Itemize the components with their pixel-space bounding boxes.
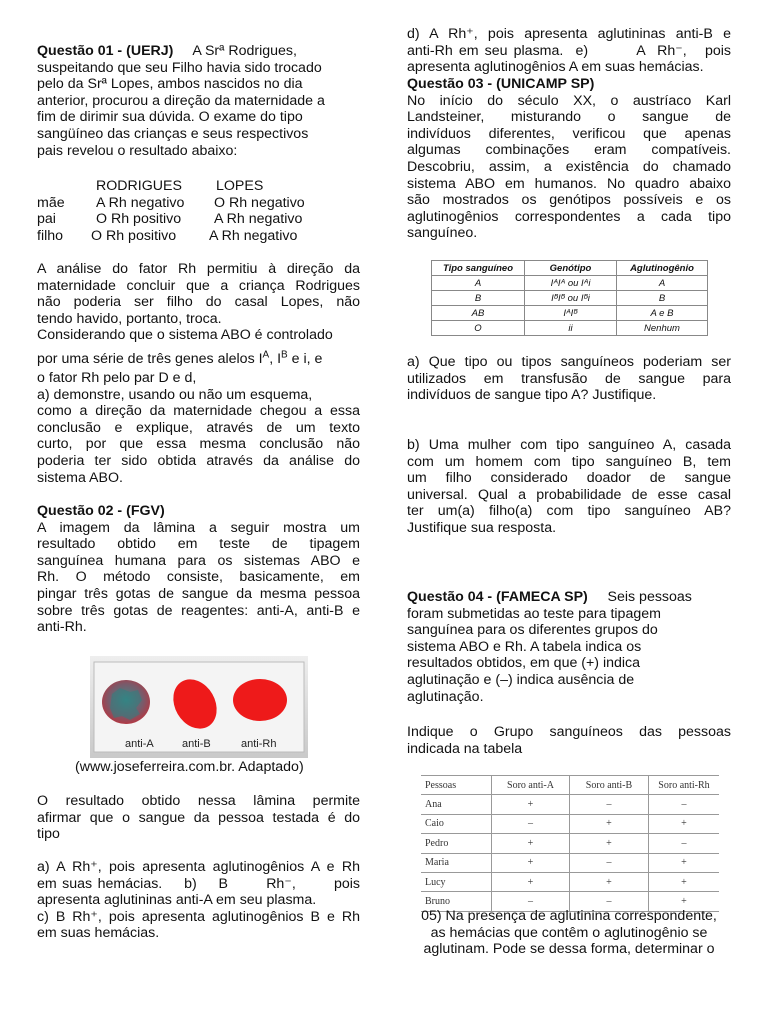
q4-first-line	[407, 589, 692, 606]
table-cell: A	[617, 276, 708, 291]
q3-line: sistema ABO em humanos. No quadro abaixo	[407, 175, 731, 192]
q3-item-line: b) Uma mulher com tipo sanguíneo A, casada	[407, 437, 731, 453]
person-name: Lucy	[421, 872, 492, 891]
result-cell: –	[492, 814, 570, 833]
q3-line: Landsteiner, misturando o sangue de	[407, 109, 731, 126]
q1-line: pais revelou o resultado abaixo:	[37, 142, 238, 159]
q1-para2-line: tendo havido, portanto, troca.	[37, 310, 222, 327]
q5-line: as hemácias que contêm o aglutinogênio se	[430, 924, 708, 941]
q2-option-line: a) A Rh⁺, pois apresenta aglutinogênios A e Rh	[37, 859, 360, 875]
result-cell: –	[649, 795, 720, 814]
q2-line: sanguínea humana para os sistemas ABO e	[37, 552, 360, 569]
q1-row-label: filho	[37, 227, 64, 244]
table-row	[421, 814, 719, 833]
table-row	[432, 306, 708, 321]
q4-line: aglutinação.	[407, 688, 484, 705]
q4-ask-line: Indique o Grupo sanguíneos das pessoas	[407, 724, 731, 740]
q1-alleles-line	[37, 351, 322, 368]
q3-line: sanguíneo.	[407, 225, 478, 242]
result-cell: +	[570, 834, 649, 853]
table-cell: ii	[525, 321, 617, 336]
q1-item-line: sistema ABO.	[37, 469, 123, 486]
q1-intro	[37, 60, 350, 160]
q1-first-line	[37, 43, 297, 60]
q5-text	[407, 908, 731, 958]
table-cell: AB	[432, 306, 525, 321]
q1-col-rodrigues: RODRIGUES	[96, 178, 182, 194]
image-source: (www.joseferreira.com.br. Adaptado)	[75, 759, 304, 775]
result-cell: +	[492, 834, 570, 853]
result-cell: +	[492, 872, 570, 891]
result-cell: –	[492, 892, 570, 911]
q5-line: 05) Na presença de aglutinina correspondente,	[421, 908, 717, 924]
result-cell: +	[492, 795, 570, 814]
q2-line: A imagem da lâmina a seguir mostra um	[37, 519, 360, 536]
q3-item-line: um filho considerado doador de sangue	[407, 470, 731, 487]
q1-para2-line: não poderia ser filho do casal Lopes, não	[37, 294, 360, 311]
results-header-cell: Soro anti-Rh	[649, 776, 720, 795]
q2-option-line: d) A Rh⁺, pois apresenta aglutininas anti-B e	[407, 26, 731, 42]
q1-item-line: como a direção da maternidade chegou a essa	[37, 403, 360, 420]
results-header-cell: Soro anti-A	[492, 776, 570, 795]
q2-option-line: anti-Rh em seu plasma. e) A Rh⁻, pois	[407, 42, 731, 59]
table-row	[421, 795, 719, 814]
q3-item-line: utilizados em transfusão de sangue para	[407, 370, 731, 387]
slide-label-anti-b: anti-B	[182, 738, 211, 750]
result-cell: –	[570, 853, 649, 872]
q4-line: foram submetidas ao teste para tipagem	[407, 605, 661, 622]
q1-alleles-post: e i, e	[287, 351, 323, 367]
q1-line: fim de dirimir sua dúvida. O exame do tipo	[37, 109, 303, 126]
q1-heading: Questão 01 - (UERJ)	[37, 43, 174, 59]
result-cell: +	[570, 872, 649, 891]
q1-row-label: pai	[37, 211, 56, 228]
q1-item-line: curto, por que essa mesma conclusão não	[37, 436, 360, 453]
q4-ask	[407, 724, 731, 757]
result-cell: +	[649, 814, 720, 833]
q4-line: aglutinação e (–) indica ausência de	[407, 671, 635, 688]
q3-line: são mostrados os genótipos possíveis e os	[407, 192, 731, 209]
q4-intro	[407, 606, 731, 706]
table-cell: B	[617, 291, 708, 306]
q2-line: Rh. O método consiste, basicamente, em	[37, 569, 360, 586]
q2-line: anti-Rh.	[37, 619, 87, 636]
result-cell: +	[649, 872, 720, 891]
table-cell: A e B	[617, 306, 708, 321]
q1-item-line: conclusão e explique, através de um texto	[37, 419, 360, 436]
table-row	[432, 321, 708, 336]
q1-row-rodrigues: O Rh positivo	[91, 227, 177, 244]
q1-item-line: poderia ter sido obtida através da análise do	[37, 452, 360, 469]
q1-para3-line3: o fator Rh pelo par D e d,	[37, 370, 197, 386]
q3-item-line: indivíduos de sangue tipo A? Justifique.	[407, 387, 657, 404]
q3-line: algumas combinações eram compatíveis.	[407, 142, 731, 159]
abo-header-cell: Tipo sanguíneo	[432, 261, 525, 276]
table-cell: O	[432, 321, 525, 336]
q1-row-lopes: O Rh negativo	[214, 194, 305, 211]
q3-line: Descobriu, assim, a existência do chamado	[407, 158, 731, 175]
table-row	[432, 291, 708, 306]
q2-intro	[37, 520, 360, 636]
q3-line: indivíduos diferentes, verificou que apenas	[407, 125, 731, 142]
q3-item-a	[407, 354, 731, 404]
allele-b-sup: B	[281, 349, 288, 361]
q2-heading: Questão 02 - (FGV)	[37, 503, 165, 519]
result-cell: –	[570, 795, 649, 814]
q2-options-cont	[407, 26, 731, 76]
table-cell: A	[432, 276, 525, 291]
q1-line: pelo da Srª Lopes, ambos nascidos no dia	[37, 76, 303, 93]
q2-option-line: em suas hemácias. b) B Rh⁻, pois	[37, 875, 360, 892]
q3-line: aglutinogênios correspondentes a cada tipo	[407, 208, 731, 225]
abo-table-header	[432, 261, 708, 276]
table-row	[421, 853, 719, 872]
q4-heading: Questão 04 - (FAMECA SP)	[407, 589, 588, 605]
q2-option-line: c) B Rh⁺, pois apresenta aglutinogênios B e Rh	[37, 908, 360, 925]
q2-question	[37, 793, 360, 843]
table-cell: B	[432, 291, 525, 306]
table-cell: IᴬIᴬ ou Iᴬi	[525, 276, 617, 291]
allele-a-sup: A	[262, 349, 270, 361]
q1-line: suspeitando que seu Filho havia sido trocado	[37, 59, 322, 76]
q2-question-line: tipo	[37, 826, 60, 843]
q3-item-line: a) Que tipo ou tipos sanguíneos poderiam ser	[407, 354, 731, 370]
results-header	[421, 776, 719, 795]
q2-option-line: em suas hemácias.	[37, 925, 160, 942]
q2-option-line: apresenta aglutininas anti-A em seu plasma.	[37, 892, 317, 909]
person-name: Caio	[421, 814, 492, 833]
q1-item-line: a) demonstre, usando ou não um esquema,	[37, 386, 313, 403]
q2-line: sobre três gotas de reagentes: anti-A, anti-B e	[37, 602, 360, 619]
result-cell: +	[649, 853, 720, 872]
table-row	[432, 276, 708, 291]
result-cell: +	[649, 892, 720, 911]
q1-para2-line: A análise do fator Rh permitiu à direção da	[37, 261, 360, 277]
drop-anti-rh	[233, 679, 287, 721]
q1-row-lopes: A Rh negativo	[209, 227, 298, 244]
q1-para3-line1: Considerando que o sistema ABO é controlado	[37, 327, 333, 344]
person-name: Pedro	[421, 834, 492, 853]
blood-typing-slide-image	[90, 656, 308, 758]
q1-row-rodrigues: A Rh negativo	[96, 194, 185, 211]
q2-line: pingar três gotas de sangue da mesma pessoa	[37, 585, 360, 602]
q1-para2	[37, 261, 360, 344]
person-name: Maria	[421, 853, 492, 872]
table-cell: IᴬIᴮ	[525, 306, 617, 321]
slide-label-anti-rh: anti-Rh	[241, 738, 277, 750]
q4-line: sanguínea para os diferentes grupos do	[407, 622, 658, 639]
q3-item-line: com um homem com tipo sanguíneo B, tem	[407, 453, 731, 470]
q1-alleles-text: por uma série de três genes alelos I	[37, 351, 263, 367]
q1-line: anterior, procurou a direção da maternidade a	[37, 92, 325, 109]
q1-line: sangüíneo das crianças e seus respectivos	[37, 125, 309, 142]
q3-intro	[407, 93, 731, 242]
q1-text-first: A Srª Rodrigues,	[192, 43, 297, 59]
q1-para2-line: maternidade concluir que a criança Rodrigues	[37, 277, 360, 294]
results-header-cell: Soro anti-B	[570, 776, 649, 795]
q2-line: resultado obtido em teste de tipagem	[37, 536, 360, 553]
q4-line: resultados obtidos, em que (+) indica	[407, 655, 641, 672]
q1-alleles-mid: , I	[269, 351, 282, 367]
q1-row-rodrigues: O Rh positivo	[96, 211, 182, 228]
q3-item-line: Justifique sua resposta.	[407, 519, 557, 536]
results-header-cell: Pessoas	[421, 776, 492, 795]
table-cell: IᴮIᴮ ou Iᴮi	[525, 291, 617, 306]
slide-label-anti-a: anti-A	[125, 738, 154, 750]
q1-row-label: mãe	[37, 194, 65, 211]
q4-ask-line: indicada na tabela	[407, 740, 523, 757]
q4-line: sistema ABO e Rh. A tabela indica os	[407, 638, 642, 655]
q2-question-line: O resultado obtido nessa lâmina permite	[37, 793, 360, 809]
q4-text-first: Seis pessoas	[607, 589, 692, 605]
abo-header-cell: Genótipo	[525, 261, 617, 276]
result-cell: +	[570, 814, 649, 833]
q3-item-line: universal. Qual a probabilidade de esse casal	[407, 486, 731, 503]
q3-item-line: ter um(a) filho(a) com tipo sanguíneo AB?	[407, 503, 731, 520]
abo-header-cell: Aglutinogênio	[617, 261, 708, 276]
table-row	[421, 872, 719, 891]
table-cell: Nenhum	[617, 321, 708, 336]
q1-col-lopes: LOPES	[216, 178, 264, 194]
q2-option-line: apresenta aglutinogênios A em suas hemácias.	[407, 59, 704, 76]
q3-heading: Questão 03 - (UNICAMP SP)	[407, 76, 595, 92]
person-name: Bruno	[421, 892, 492, 911]
result-cell: +	[492, 853, 570, 872]
result-cell: –	[649, 834, 720, 853]
q2-question-line: afirmar que o sangue da pessoa testada é do	[37, 809, 360, 826]
abo-table	[431, 260, 708, 336]
person-name: Ana	[421, 795, 492, 814]
typing-results-table	[421, 775, 719, 912]
q5-line: aglutinam. Pode se dessa forma, determinar o	[423, 941, 715, 958]
q3-item-b	[407, 437, 731, 537]
q1-row-lopes: A Rh negativo	[214, 211, 303, 228]
table-row	[421, 834, 719, 853]
q1-item-a	[37, 370, 360, 486]
q3-line: No início do século XX, o austríaco Karl	[407, 92, 731, 109]
result-cell: –	[570, 892, 649, 911]
q2-options	[37, 859, 360, 942]
